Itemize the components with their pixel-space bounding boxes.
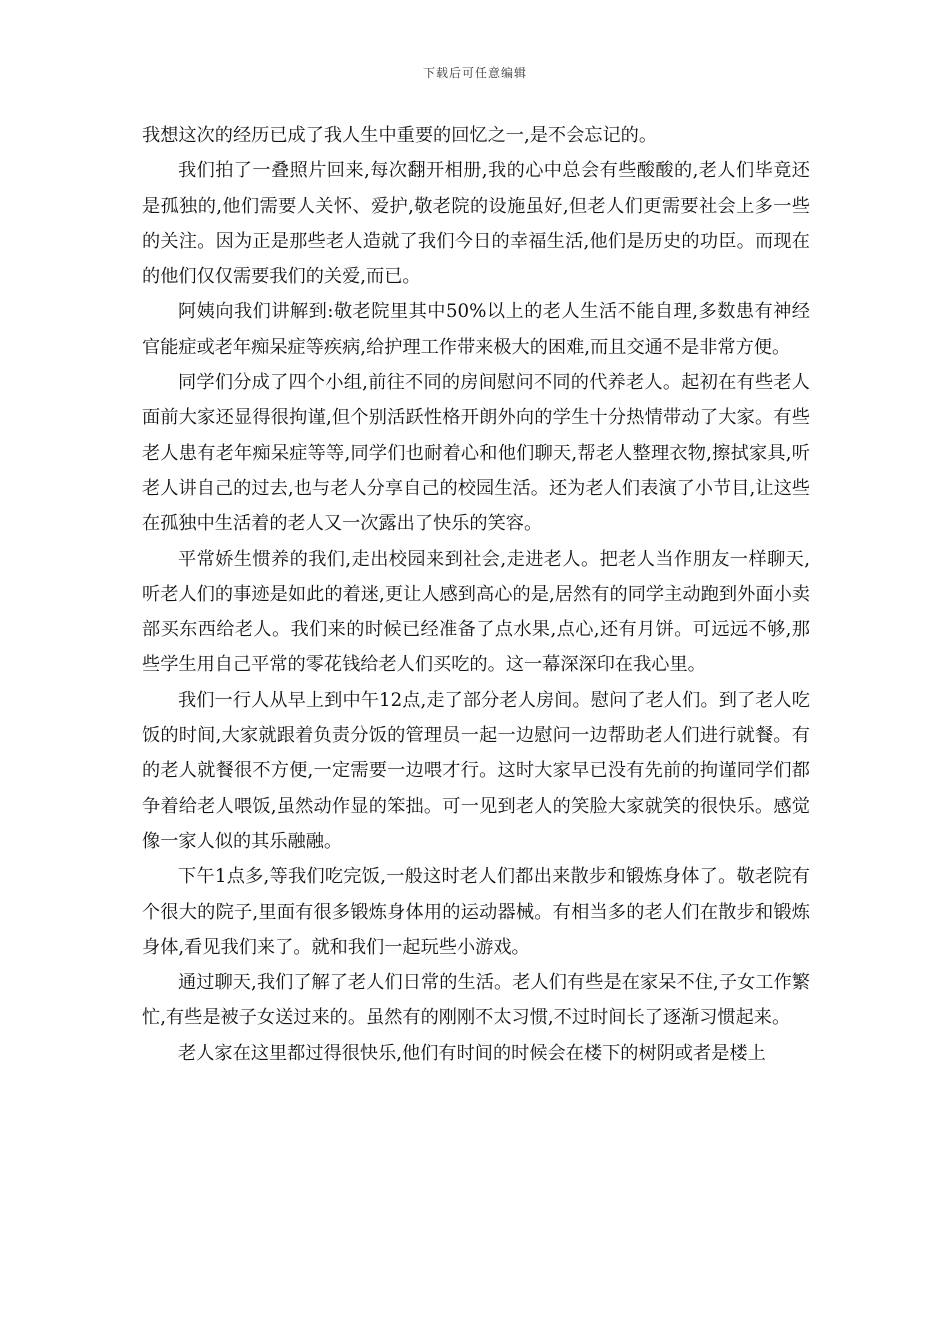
paragraph: 平常娇生惯养的我们,走出校园来到社会,走进老人。把老人当作朋友一样聊天,听老人们的事迹是如此的着迷,更让人感到高心的是,居然有的同学主动跑到外面小卖部买东西给老人。我们来的时候已经准备了点水果,点心,还有月饼。可远远不够,那些学生用自己平常的零花钱给老人们买吃的。这一幕深深印在我心里。 bbox=[142, 548, 810, 676]
paragraph: 我们拍了一叠照片回来,每次翻开相册,我的心中总会有些酸酸的,老人们毕竟还是孤独的,他们需要人关怀、爱护,敬老院的设施虽好,但老人们更需要社会上多一些的关注。因为正是那些老人造就了我们今日的幸福生活,他们是历史的功臣。而现在的他们仅仅需要我们的关爱,而已。 bbox=[142, 160, 810, 288]
paragraph: 通过聊天,我们了解了老人们日常的生活。老人们有些是在家呆不住,子女工作繁忙,有些是被子女送过来的。虽然有的刚刚不太习惯,不过时间长了逐渐习惯起来。 bbox=[142, 972, 810, 1029]
paragraph: 下午1点多,等我们吃完饭,一般这时老人们都出来散步和锻炼身体了。敬老院有个很大的院子,里面有很多锻炼身体用的运动器械。有相当多的老人们在散步和锻炼身体,看见我们来了。就和我们一起玩些小游戏。 bbox=[142, 866, 810, 958]
paragraph: 我想这次的经历已成了我人生中重要的回忆之一,是不会忘记的。 bbox=[142, 125, 658, 146]
paragraph: 阿姨向我们讲解到:敬老院里其中50%以上的老人生活不能自理,多数患有神经官能症或老年痴呆症等疾病,给护理工作带来极大的困难,而且交通不是非常方便。 bbox=[142, 301, 810, 358]
paragraph: 我们一行人从早上到中午12点,走了部分老人房间。慰问了老人们。到了老人吃饭的时间,大家就跟着负责分饭的管理员一起一边慰问一边帮助老人们进行就餐。有的老人就餐很不方便,一定需要一边喂才行。这时大家早已没有先前的拘谨同学们都争着给老人喂饭,虽然动作显的笨拙。可一见到老人的笑脸大家就笑的很快乐。感觉像一家人似的其乐融融。 bbox=[142, 689, 810, 852]
document-body bbox=[142, 118, 810, 1071]
paragraph: 同学们分成了四个小组,前往不同的房间慰问不同的代养老人。起初在有些老人面前大家还显得很拘谨,但个别活跃性格开朗外向的学生十分热情带动了大家。有些老人患有老年痴呆症等等,同学们也耐着心和他们聊天,帮老人整理衣物,擦拭家具,听老人讲自己的过去,也与老人分享自己的校园生活。还为老人们表演了小节目,让这些在孤独中生活着的老人又一次露出了快乐的笑容。 bbox=[142, 372, 810, 535]
paragraph: 老人家在这里都过得很快乐,他们有时间的时候会在楼下的树阴或者是楼上 bbox=[178, 1042, 766, 1064]
page-header: 下载后可任意编辑 bbox=[422, 66, 527, 80]
